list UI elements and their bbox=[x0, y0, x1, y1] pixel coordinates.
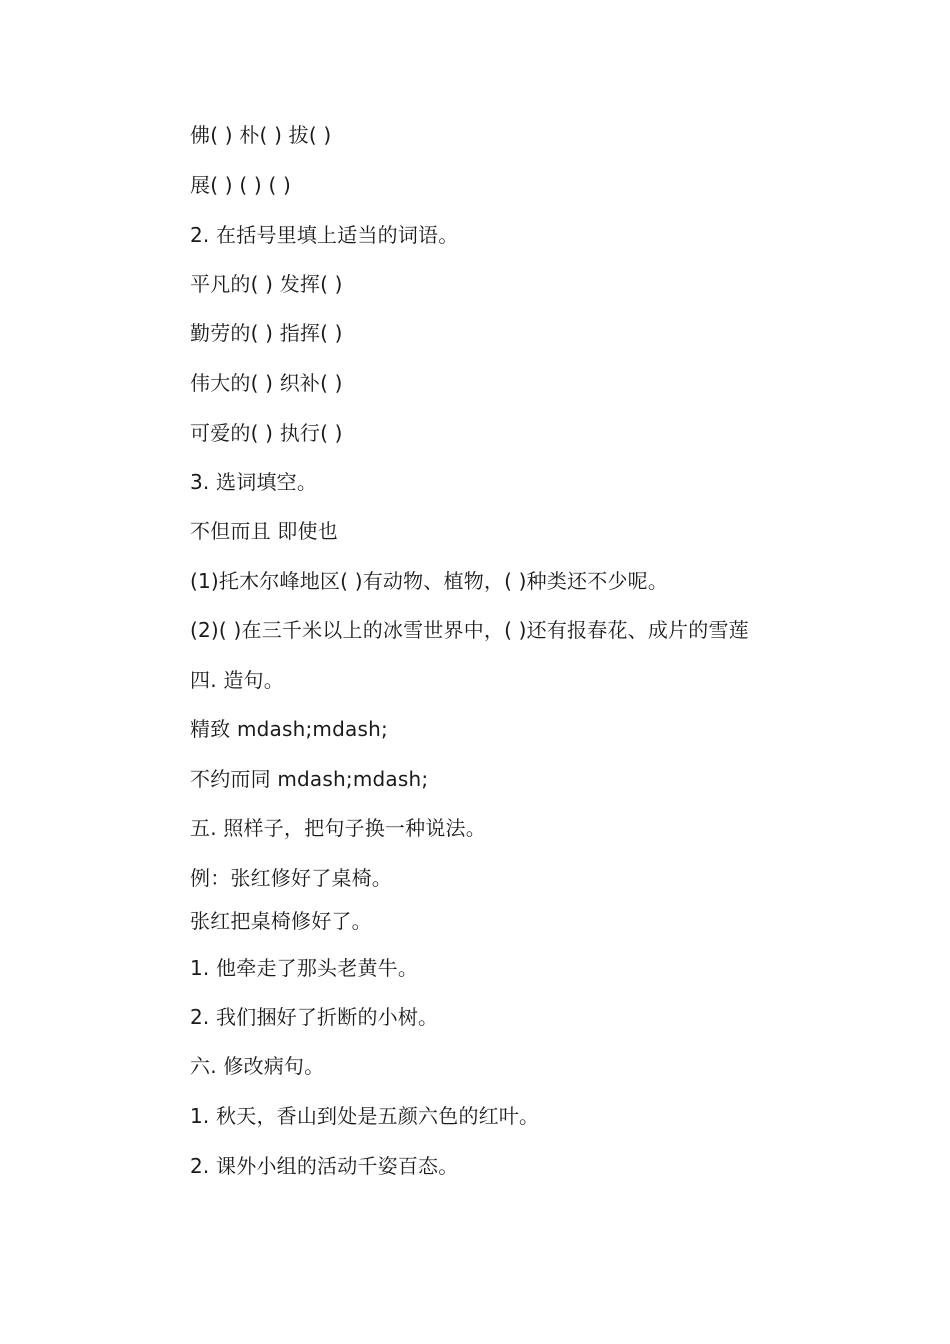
text-line: 勤劳的( ) 指挥( ) bbox=[190, 321, 343, 345]
text-line: (2)( )在三千米以上的冰雪世界中，( )还有报春花、成片的雪莲 bbox=[190, 618, 749, 642]
text-line: 1. 他牵走了那头老黄牛。 bbox=[190, 956, 419, 980]
text-line: 不但而且 即使也 bbox=[190, 519, 338, 543]
section-heading: 四. 造句。 bbox=[190, 668, 284, 692]
text-line: 可爱的( ) 执行( ) bbox=[190, 421, 343, 445]
text-line: 佛( ) 朴( ) 拔( ) bbox=[190, 123, 332, 147]
text-line: 例：张红修好了桌椅。 bbox=[190, 866, 392, 890]
section-heading: 五. 照样子，把句子换一种说法。 bbox=[190, 816, 486, 840]
section-heading: 六. 修改病句。 bbox=[190, 1054, 325, 1078]
text-line: 展( ) ( ) ( ) bbox=[190, 173, 292, 197]
text-line: 精致 mdash;mdash; bbox=[190, 717, 388, 741]
text-line: 2. 课外小组的活动千姿百态。 bbox=[190, 1154, 459, 1178]
text-line: 张红把桌椅修好了。 bbox=[190, 909, 372, 933]
text-line: 不约而同 mdash;mdash; bbox=[190, 767, 429, 791]
text-line: 平凡的( ) 发挥( ) bbox=[190, 272, 343, 296]
question-heading: 3. 选词填空。 bbox=[190, 470, 318, 494]
text-line: 2. 我们捆好了折断的小树。 bbox=[190, 1005, 439, 1029]
text-line: 1. 秋天，香山到处是五颜六色的红叶。 bbox=[190, 1104, 540, 1128]
question-heading: 2. 在括号里填上适当的词语。 bbox=[190, 223, 459, 247]
text-line: (1)托木尔峰地区( )有动物、植物，( )种类还不少呢。 bbox=[190, 569, 669, 593]
text-line: 伟大的( ) 织补( ) bbox=[190, 371, 343, 395]
